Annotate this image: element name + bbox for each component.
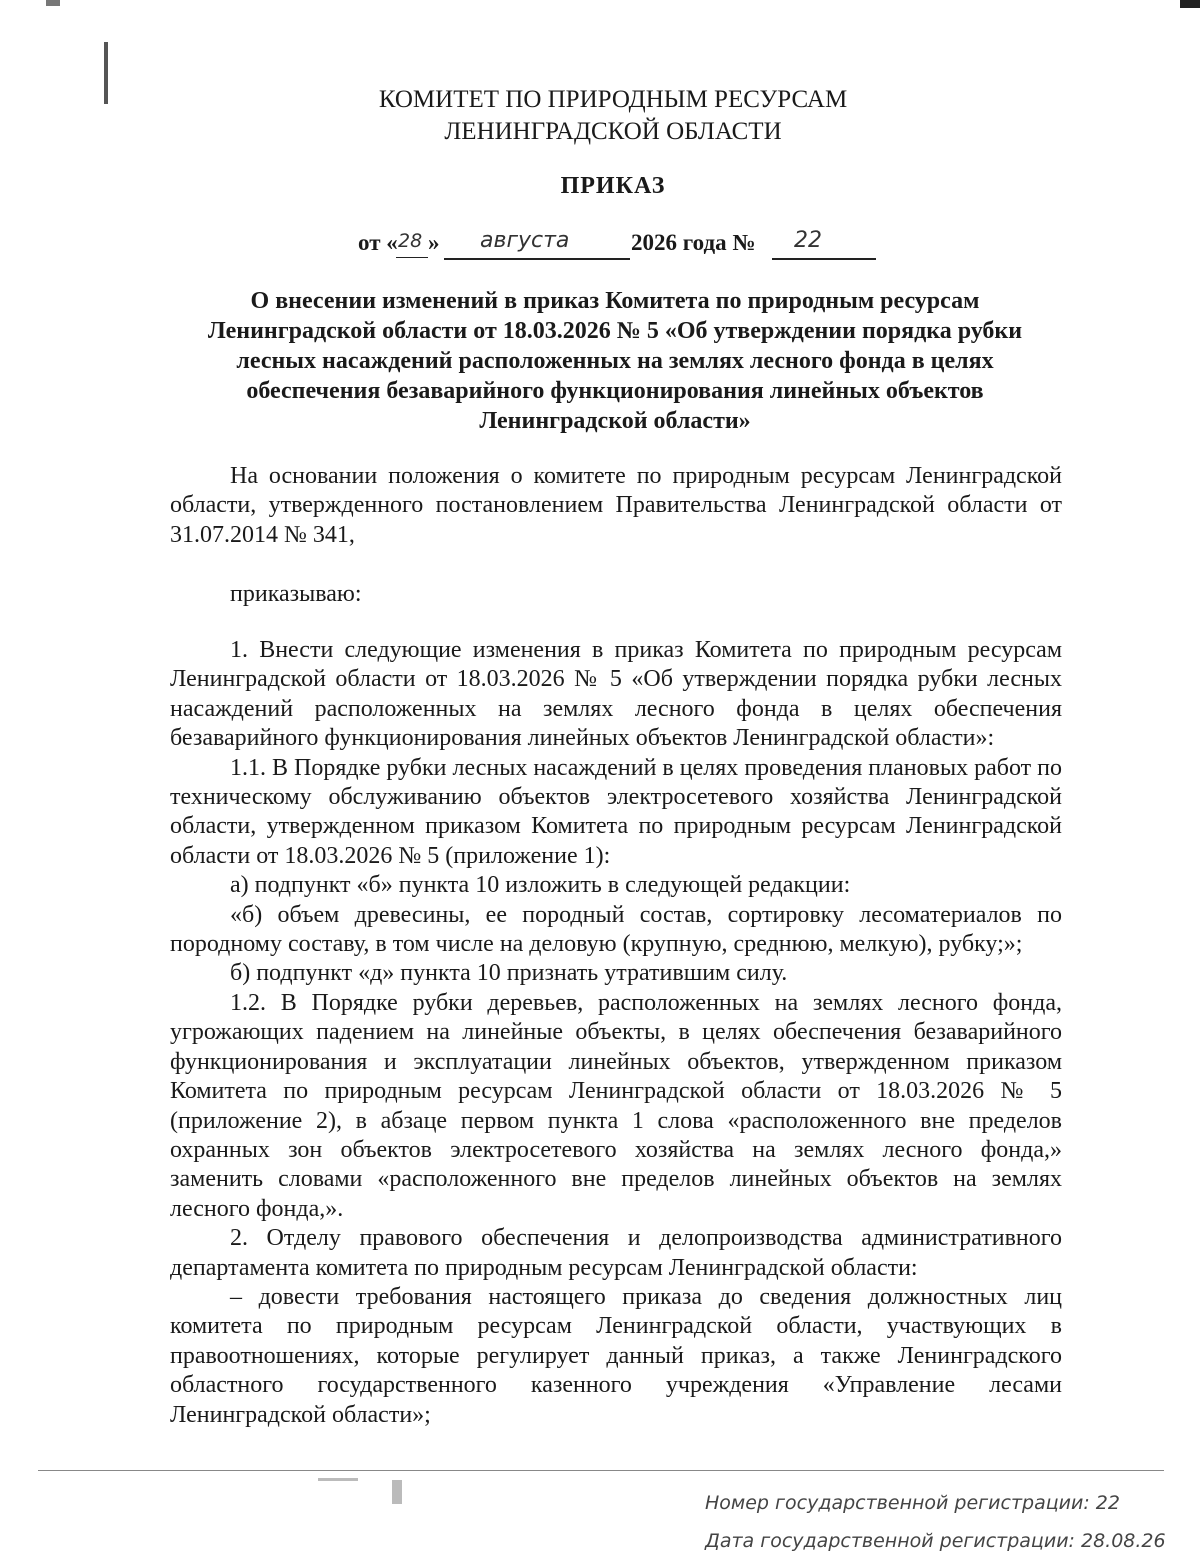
clause-1-1-a-text: «б) объем древесины, ее породный состав, сортировку лесоматериалов по породному составу, в том числе на деловую (крупную, среднюю, мелкую), рубку;»; [170,901,1062,958]
basis-paragraph [170,462,1062,550]
org-name-line-1: КОМИТЕТ ПО ПРИРОДНЫМ РЕСУРСАМ [378,86,848,113]
clause-2: 2. Отделу правового обеспечения и делопроизводства административного департамента комитета по природным ресурсам Ленинградской области: [170,1225,1062,1281]
scan-artifact [318,1478,358,1481]
org-name-line-2: ЛЕНИНГРАДСКОЙ ОБЛАСТИ [444,118,782,145]
date-day-handwritten: 28 [398,230,423,252]
clause-1-1-b: б) подпункт «д» пункта 10 признать утратившим силу. [230,960,788,987]
date-year-text: 2026 года № [631,230,756,255]
scan-artifact [1180,0,1200,8]
document-type-title: ПРИКАЗ [560,173,666,199]
date-prefix: от « [358,230,398,255]
order-date-line [358,226,918,266]
scan-artifact [392,1480,402,1504]
clause-1-1-a: а) подпункт «б» пункта 10 изложить в следующей редакции: [230,872,851,899]
order-word: приказываю: [230,581,362,607]
clause-1-2: 1.2. В Порядке рубки деревьев, расположенных на землях лесного фонда, угрожающих падением на линейные объекты, в целях обеспечения безаварийного функционирования и эксплуатации линейных объектов, утвержденном приказом Комитета по природным ресурсам Ленинградской области от 18.03.2026 № 5 (приложение 2), в абзаце первом пункта 1 слова «расположенного вне пределов охранных зон объектов электросетевого хозяйства на землях лесного фонда,» заменить словами «расположенного вне пределов линейных объектов на землях лесного фонда,». [170,989,1062,1222]
number-underline [772,258,876,260]
scan-artifact [46,0,60,6]
date-month-handwritten: августа [480,228,570,253]
registration-date-handwritten: Дата государственной регистрации: 28.08.26 [705,1530,1166,1552]
clause-2-dash: – довести требования настоящего приказа до сведения должностных лиц комитета по природным ресурсам Ленинградской области, участвующих в правоотношениях, которые регулирует данный приказ, а также Ленинградского областного государственного казенного учреждения «Управление лесами Ленинградской области»; [170,1283,1062,1428]
clause-1-1: 1.1. В Порядке рубки лесных насаждений в целях проведения плановых работ по техническому обслуживанию объектов электросетевого хозяйства Ленинградской области, утвержденном приказом Комитета по природным ресурсам Ленинградской области от 18.03.2026 № 5 (приложение 1): [170,754,1062,869]
basis-text: На основании положения о комитете по природным ресурсам Ленинградской области, утвержденного постановлением Правительства Ленинградской области от 31.07.2014 № 341, [170,463,1062,548]
order-subject: О внесении изменений в приказ Комитета по природным ресурсам Ленинградской области от 18.03.2026 № 5 «Об утверждении порядка рубки лесных насаждений расположенных на землях лесного фонда в целях обеспечения безаварийного функционирования линейных объектов Ленинградской области» [207,288,1023,434]
day-underline [396,257,428,258]
organization-header [0,84,1200,148]
page-divider [38,1470,1164,1471]
registration-number-handwritten: Номер государственной регистрации: 22 [705,1492,1120,1514]
main-clauses [170,636,1062,1430]
date-day-close: » [428,230,440,255]
order-word-paragraph [170,580,1062,609]
clause-1: 1. Внести следующие изменения в приказ Комитета по природным ресурсам Ленинградской области от 18.03.2026 № 5 «Об утверждении порядка рубки лесных насаждений расположенных на землях лесного фонда в целях обеспечения безаварийного функционирования линейных объектов Ленинградской области»: [170,637,1062,752]
order-number-handwritten: 22 [794,228,822,253]
month-underline [444,258,630,260]
